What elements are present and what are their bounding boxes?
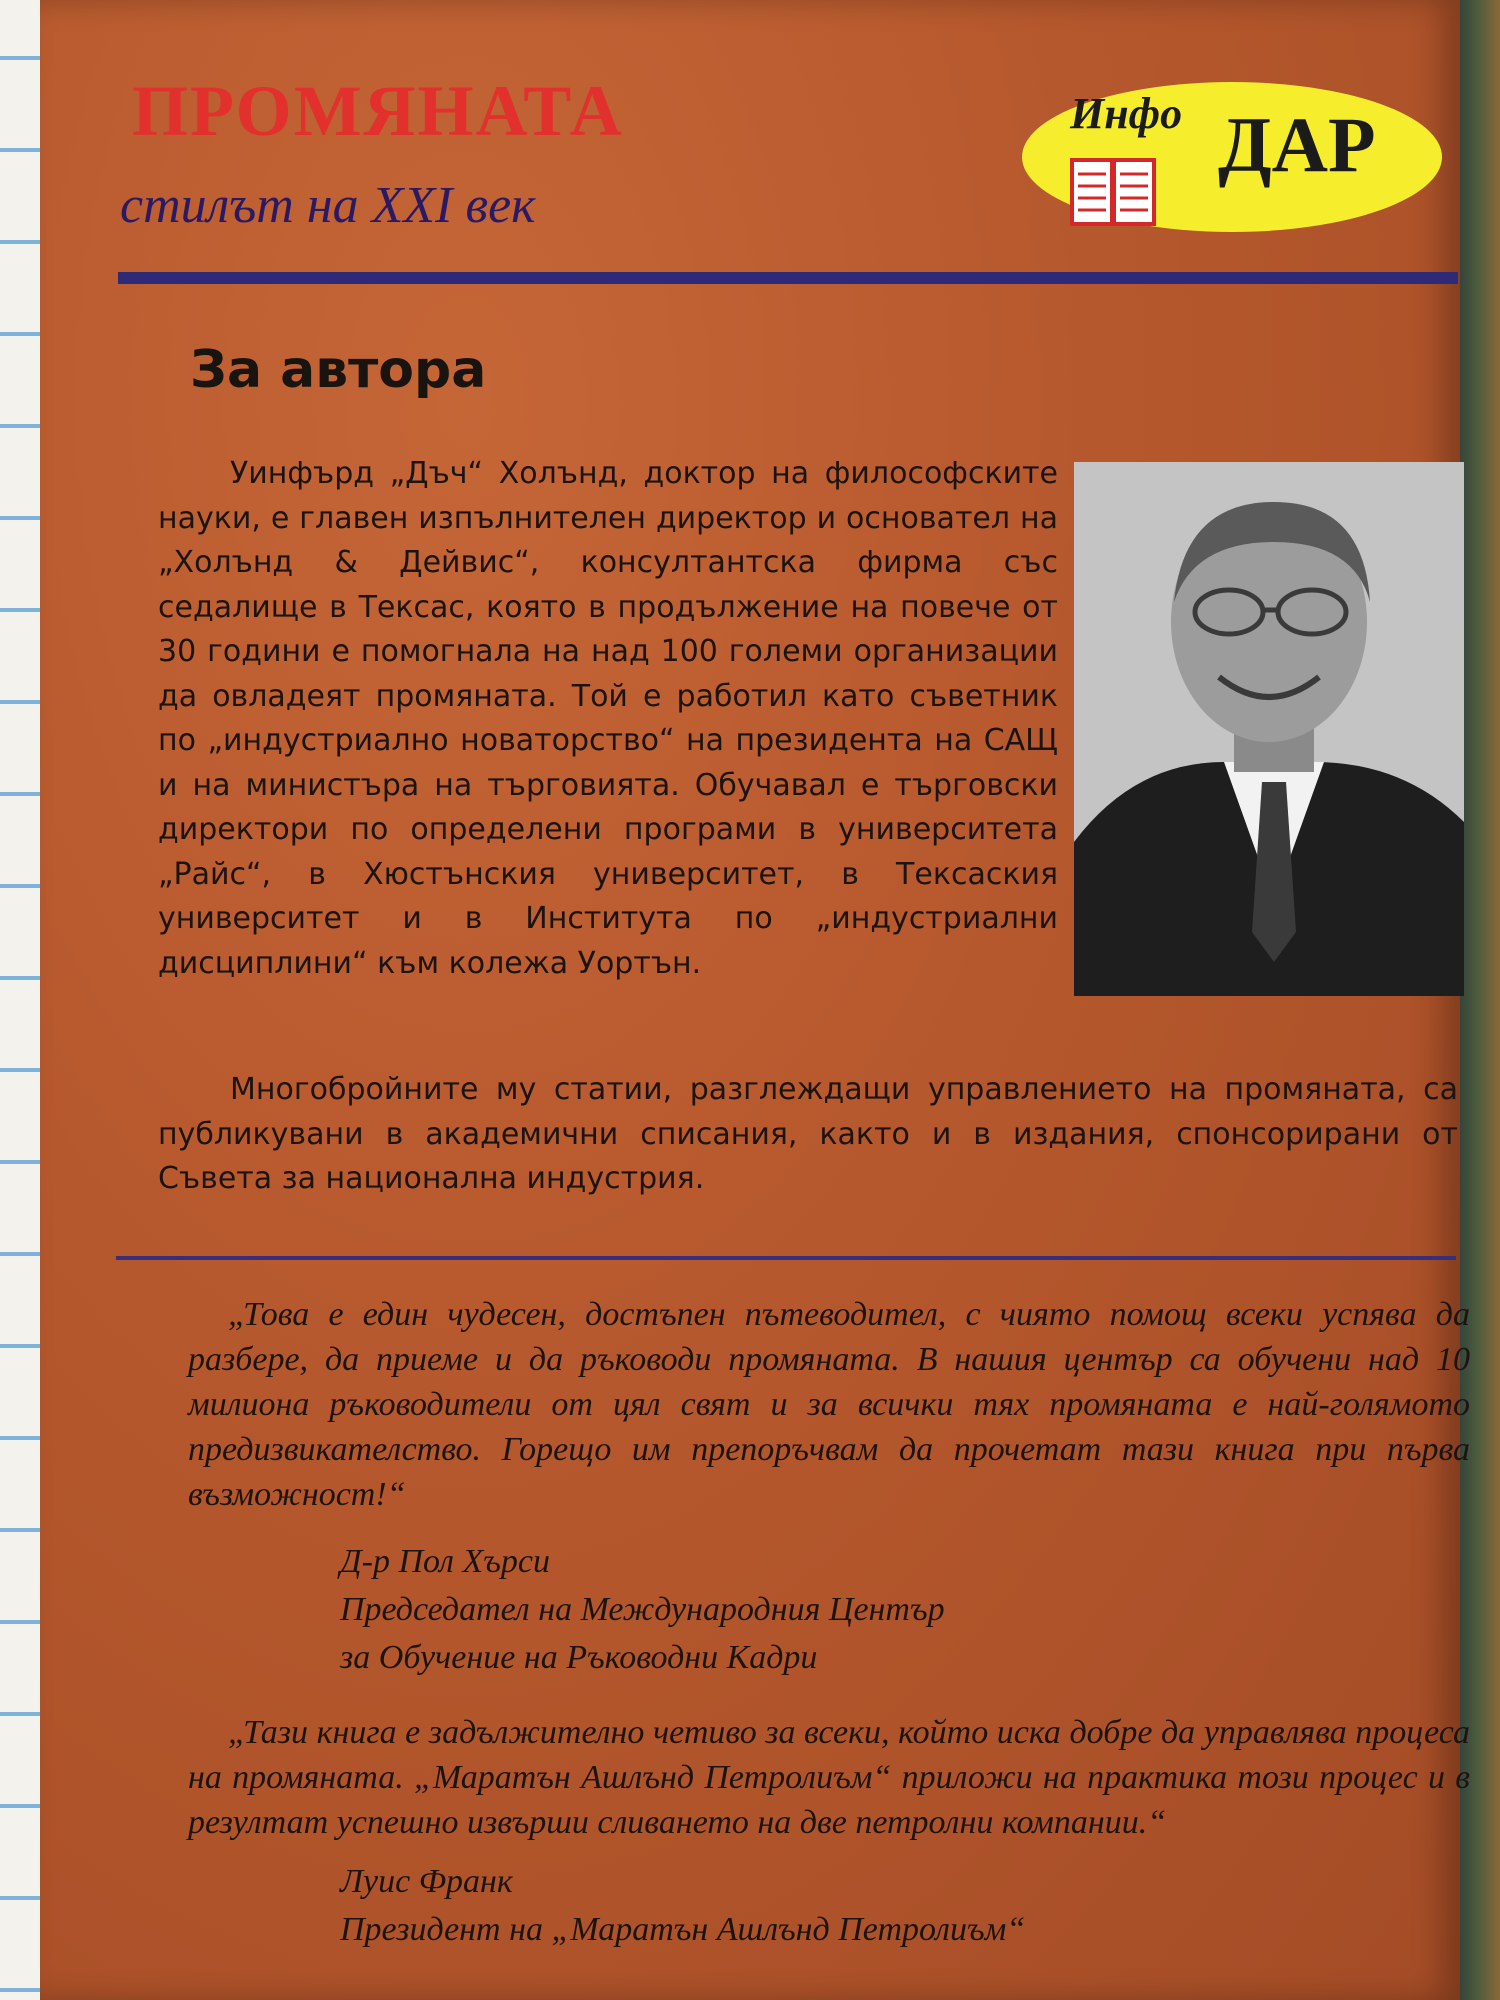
- attribution-role: за Обучение на Ръководни Кадри: [340, 1639, 818, 1676]
- attribution-role: Президент на „Маратън Ашлънд Петролиъм“: [340, 1911, 1026, 1948]
- header-divider: [118, 272, 1458, 284]
- book-back-cover: [40, 0, 1470, 2000]
- testimonial-quote: „Тази книга е задължително четиво за всеки, който иска добре да управлява процеса на промяната. „Маратън Ашлънд Петролиъм“ приложи на практика този процес и в резултат успешно извърши сливането на две петролни компании.“: [188, 1714, 1470, 1841]
- author-articles-paragraph: Многобройните му статии, разглеждащи управлението на промяната, са публикувани в академични списания, както и в издания, спонсорирани от Съвета за национална индустрия.: [158, 1072, 1458, 1196]
- testimonial-attribution: [340, 1538, 945, 1682]
- author-bio-paragraph: Уинфърд „Дъч“ Холънд, доктор на философските науки, е главен изпълнителен директор и основател на „Холънд & Дейвис“, консултантска фирма със седалище в Тексас, която в продължение на повече от 30 години е помогнала на над 100 големи организации да овладеят промяната. Той е работил като съветник по „индустриално новаторство“ на президента на САЩ и на министъра на търговията. Обучавал е търговски директори по определени програми в университета „Райс“, в Хюстънския университет, в Тексаския университет и в Института по „индустриални дисциплини“ към колежа Уортън.: [158, 456, 1058, 981]
- author-photo: [1074, 462, 1464, 996]
- attribution-author: Д-р Пол Хърси: [340, 1543, 550, 1580]
- section-divider: [116, 1256, 1456, 1260]
- attribution-author: Луис Франк: [340, 1863, 513, 1900]
- attribution-role: Председател на Международния Център: [340, 1591, 945, 1628]
- testimonial-quote: „Това е един чудесен, достъпен пътеводител, с чиято помощ всеки успява да разбере, да приеме и да ръководи промяната. В нашия център са обучени над 10 милиона ръководители от цял свят и за всички тях промяната е най-голямото предизвикателство. Горещо им препоръчвам да прочетат тази книга при първа възможност!“: [188, 1296, 1470, 1513]
- open-book-icon: [1068, 148, 1158, 234]
- testimonial-attribution: [340, 1858, 1025, 1954]
- logo-text-dar: ДАР: [1218, 101, 1376, 188]
- logo-text-info: Инфо: [1070, 89, 1183, 138]
- about-author-heading: За автора: [190, 340, 487, 400]
- series-subtitle: стилът на XXI век: [120, 177, 536, 234]
- series-title: ПРОМЯНАТА: [132, 71, 624, 151]
